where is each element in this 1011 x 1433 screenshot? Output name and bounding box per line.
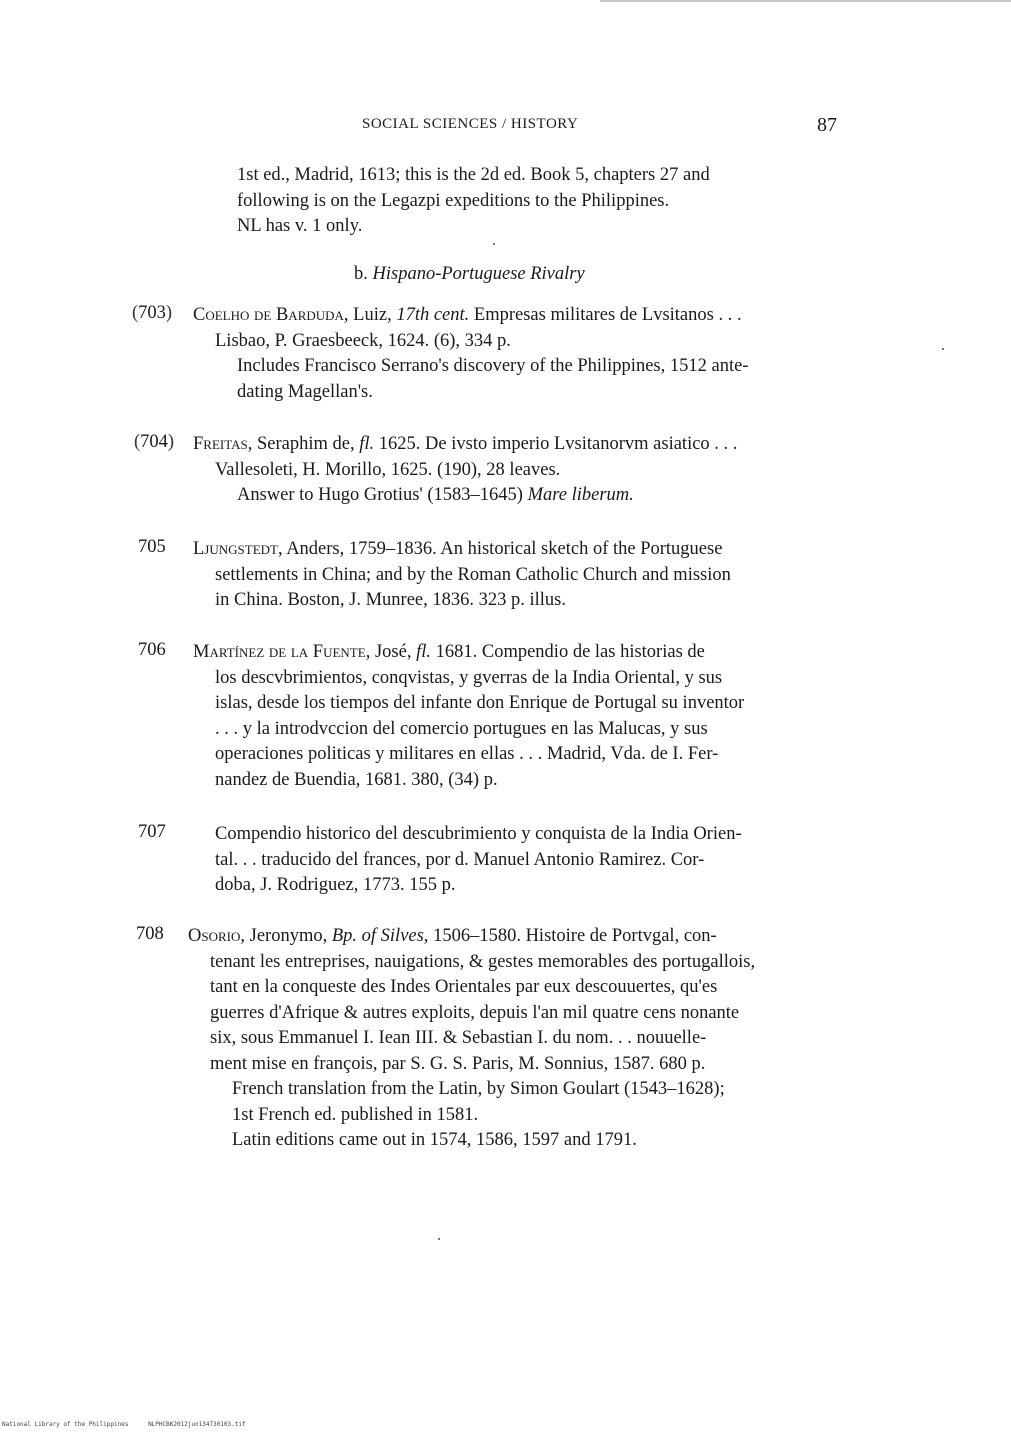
entry-line: doba, J. Rodriguez, 1773. 155 p. <box>215 875 456 895</box>
entry-line: Osorio, Jeronymo, Bp. of Silves, 1506–1580. Histoire de Portvgal, con- <box>188 926 717 946</box>
entry-line: Freitas, Seraphim de, fl. 1625. De ivsto imperio Lvsitanorvm asiatico . . . <box>193 434 738 454</box>
entry-line: Ljungstedt, Anders, 1759–1836. An historical sketch of the Portuguese <box>193 539 723 559</box>
entry-line: ment mise en françois, par S. G. S. Paris, M. Sonnius, 1587. 680 p. <box>210 1053 706 1074</box>
section-title: Hispano-Portuguese Rivalry <box>372 264 585 284</box>
entry-note: Latin editions came out in 1574, 1586, 1597 and 1791. <box>232 1130 637 1150</box>
entry-author: Coelho de Barduda <box>193 305 344 325</box>
entry-708 <box>188 924 843 1154</box>
entry-number-706: 706 <box>138 640 166 660</box>
scan-speck <box>493 243 495 245</box>
entry-author: Martínez de la Fuente <box>193 642 366 662</box>
entry-note: Includes Francisco Serrano's discovery of the Philippines, 1512 ante- <box>237 356 749 376</box>
header-title: SOCIAL SCIENCES / HISTORY <box>362 116 579 132</box>
scan-edge-line <box>600 0 1011 2</box>
entry-note: French translation from the Latin, by Simon Goulart (1543–1628); <box>232 1079 725 1099</box>
entry-number-707: 707 <box>138 822 166 842</box>
entry-line: tal. . . traducido del frances, por d. Manuel Antonio Ramirez. Cor- <box>215 849 705 870</box>
entry-line: six, sous Emmanuel I. Iean III. & Sebastian I. du nom. . . nouuelle- <box>210 1028 707 1048</box>
entry-line: nandez de Buendia, 1681. 380, (34) p. <box>215 769 498 790</box>
section-heading <box>354 264 585 285</box>
entry-703 <box>193 303 843 405</box>
page-number: 87 <box>817 114 837 136</box>
entry-line: Lisbao, P. Graesbeeck, 1624. (6), 334 p. <box>215 330 511 351</box>
entry-note: dating Magellan's. <box>237 381 373 402</box>
entry-line: islas, desde los tiempos del infante don Enrique de Portugal su inventor <box>215 693 745 713</box>
entry-author: Ljungstedt <box>193 539 278 559</box>
entry-line: operaciones politicas y militares en ellas . . . Madrid, Vda. de I. Fer- <box>215 744 719 764</box>
entry-author: Osorio <box>188 926 241 946</box>
entry-line: in China. Boston, J. Munree, 1836. 323 p. illus. <box>215 590 566 610</box>
entry-line: tant en la conqueste des Indes Orientales par eux descouuertes, qu'es <box>210 977 718 997</box>
entry-number-704: (704) <box>134 432 175 452</box>
scan-speck <box>942 348 944 350</box>
running-header <box>0 116 1011 140</box>
entry-note: Answer to Hugo Grotius' (1583–1645) Mare liberum. <box>237 485 634 505</box>
entry-line: Martínez de la Fuente, José, fl. 1681. Compendio de las historias de <box>193 642 705 662</box>
entry-706 <box>193 640 843 793</box>
entry-author: Freitas <box>193 434 248 454</box>
entry-line: settlements in China; and by the Roman Catholic Church and mission <box>215 564 731 585</box>
entry-line: los descvbrimientos, conqvistas, y gverras de la India Oriental, y sus <box>215 667 723 688</box>
entry-line: Compendio historico del descubrimiento y conquista de la India Orien- <box>215 824 742 844</box>
entry-number-703: (703) <box>132 303 173 323</box>
scan-speck <box>438 1238 440 1240</box>
entry-707 <box>215 822 843 899</box>
footer-library: National Library of the Philippines <box>2 1421 129 1428</box>
entry-number-708: 708 <box>136 924 164 944</box>
intro-line: 1st ed., Madrid, 1613; this is the 2d ed. Book 5, chapters 27 and <box>237 165 710 185</box>
entry-line: Coelho de Barduda, Luiz, 17th cent. Empresas militares de Lvsitanos . . . <box>193 305 742 325</box>
entry-note: 1st French ed. published in 1581. <box>232 1104 479 1125</box>
section-letter: b. <box>354 264 368 284</box>
entry-line: Vallesoleti, H. Morillo, 1625. (190), 28 leaves. <box>215 459 561 480</box>
entry-line: tenant les entreprises, nauigations, & gestes memorables des portugallois, <box>210 951 756 972</box>
scan-footer <box>2 1421 262 1428</box>
entry-704 <box>193 432 843 509</box>
intro-continuation <box>237 163 857 240</box>
intro-note: NL has v. 1 only. <box>237 216 363 236</box>
entry-number-705: 705 <box>138 537 166 557</box>
entry-line: guerres d'Afrique & autres exploits, depuis l'an mil quatre cens nonante <box>210 1002 740 1023</box>
entry-line: . . . y la introdvccion del comercio portugues en las Malucas, y sus <box>215 718 708 739</box>
entry-705 <box>193 537 843 614</box>
intro-line: following is on the Legazpi expeditions to the Philippines. <box>237 190 670 211</box>
footer-filename: NLPHCBK2012jun134730103.tif <box>148 1421 246 1428</box>
